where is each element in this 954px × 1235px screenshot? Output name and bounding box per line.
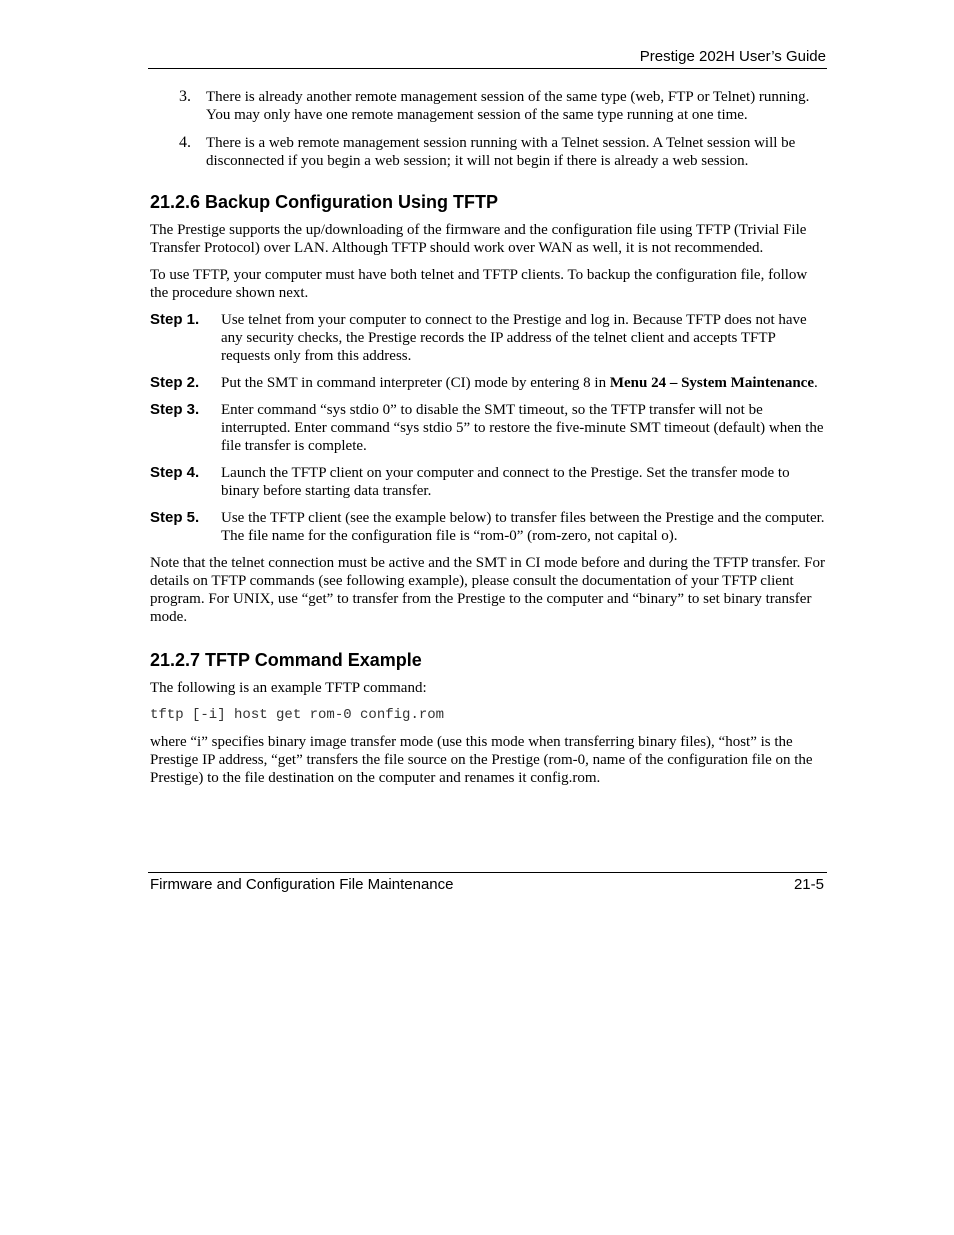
step-text-suffix: . xyxy=(813,375,818,391)
paragraph-tftp-requirements: To use TFTP, your computer must have both telnet and TFTP clients. To backup the configuration file, follow the procedure shown next. xyxy=(150,267,808,301)
paragraph-note: Note that the telnet connection must be active and the SMT in CI mode before and during the TFTP transfer. For details on TFTP commands (see following example), please consult the documentation of your TFTP client program. For UNIX, use “get” to transfer from the Prestige to the computer and “binary” to set binary transfer mode. xyxy=(150,555,825,625)
footer-page-number: 21-5 xyxy=(793,876,824,893)
step-label: Step 3. xyxy=(150,401,200,418)
menu-reference: Menu 24 – System Maintenance xyxy=(609,375,814,391)
footer-chapter-title: Firmware and Configuration File Maintenance xyxy=(150,876,454,893)
section-heading-backup-tftp: 21.2.6 Backup Configuration Using TFTP xyxy=(150,192,499,212)
procedure-step xyxy=(150,311,828,365)
procedure-step xyxy=(150,374,828,392)
step-text: Enter command “sys stdio 0” to disable the SMT timeout, so the TFTP transfer will not be interrupted. Enter command “sys stdio 5” to restore the five-minute SMT timeout (default) when the file transfer is complete. xyxy=(221,402,824,454)
list-item xyxy=(150,134,828,170)
step-text: Use telnet from your computer to connect to the Prestige and log in. Because TFTP does not have any security checks, the Prestige records the IP address of the telnet client and accepts TFTP requests only from this address. xyxy=(221,312,807,364)
page-header xyxy=(148,46,827,69)
step-text xyxy=(221,374,828,392)
step-label: Step 5. xyxy=(150,509,200,526)
page-content xyxy=(150,88,828,796)
step-text-prefix: Put the SMT in command interpreter (CI) mode by entering 8 in xyxy=(221,375,610,391)
list-item-number: 4. xyxy=(179,134,191,151)
procedure-step xyxy=(150,401,828,455)
list-item-text: There is a web remote management session running with a Telnet session. A Telnet session will be disconnected if you begin a web session; it will not begin if there is already a web session. xyxy=(206,135,796,169)
step-text: Use the TFTP client (see the example below) to transfer files between the Prestige and the computer. The file name for the configuration file is “rom-0” (rom-zero, not capital o). xyxy=(221,510,825,544)
step-label: Step 2. xyxy=(150,374,200,391)
procedure-step xyxy=(150,464,828,500)
paragraph-example-intro: The following is an example TFTP command: xyxy=(150,680,427,696)
step-text: Launch the TFTP client on your computer and connect to the Prestige. Set the transfer mode to binary before starting data transfer. xyxy=(221,465,790,499)
step-label: Step 1. xyxy=(150,311,200,328)
code-example: tftp [-i] host get rom-0 config.rom xyxy=(150,707,445,723)
list-item-text: There is already another remote management session of the same type (web, FTP or Telnet) running. You may only have one remote management session of the same type running at one time. xyxy=(206,89,810,123)
page-footer xyxy=(148,872,827,895)
list-item xyxy=(150,88,828,124)
list-item-number: 3. xyxy=(179,88,191,105)
section-heading-tftp-example: 21.2.7 TFTP Command Example xyxy=(150,650,422,670)
header-title: Prestige 202H User’s Guide xyxy=(639,48,826,65)
paragraph-example-explanation: where “i” specifies binary image transfer mode (use this mode when transferring binary files), “host” is the Prestige IP address, “get” transfers the file source on the Prestige (rom-0, name of the configuration file on the Prestige) to the file destination on the computer and renames it config.rom. xyxy=(150,734,813,786)
procedure-step xyxy=(150,509,828,545)
step-label: Step 4. xyxy=(150,464,200,481)
paragraph-tftp-support: The Prestige supports the up/downloading of the firmware and the configuration file using TFTP (Trivial File Transfer Protocol) over LAN. Although TFTP should work over WAN as well, it is not recommended. xyxy=(150,222,807,256)
